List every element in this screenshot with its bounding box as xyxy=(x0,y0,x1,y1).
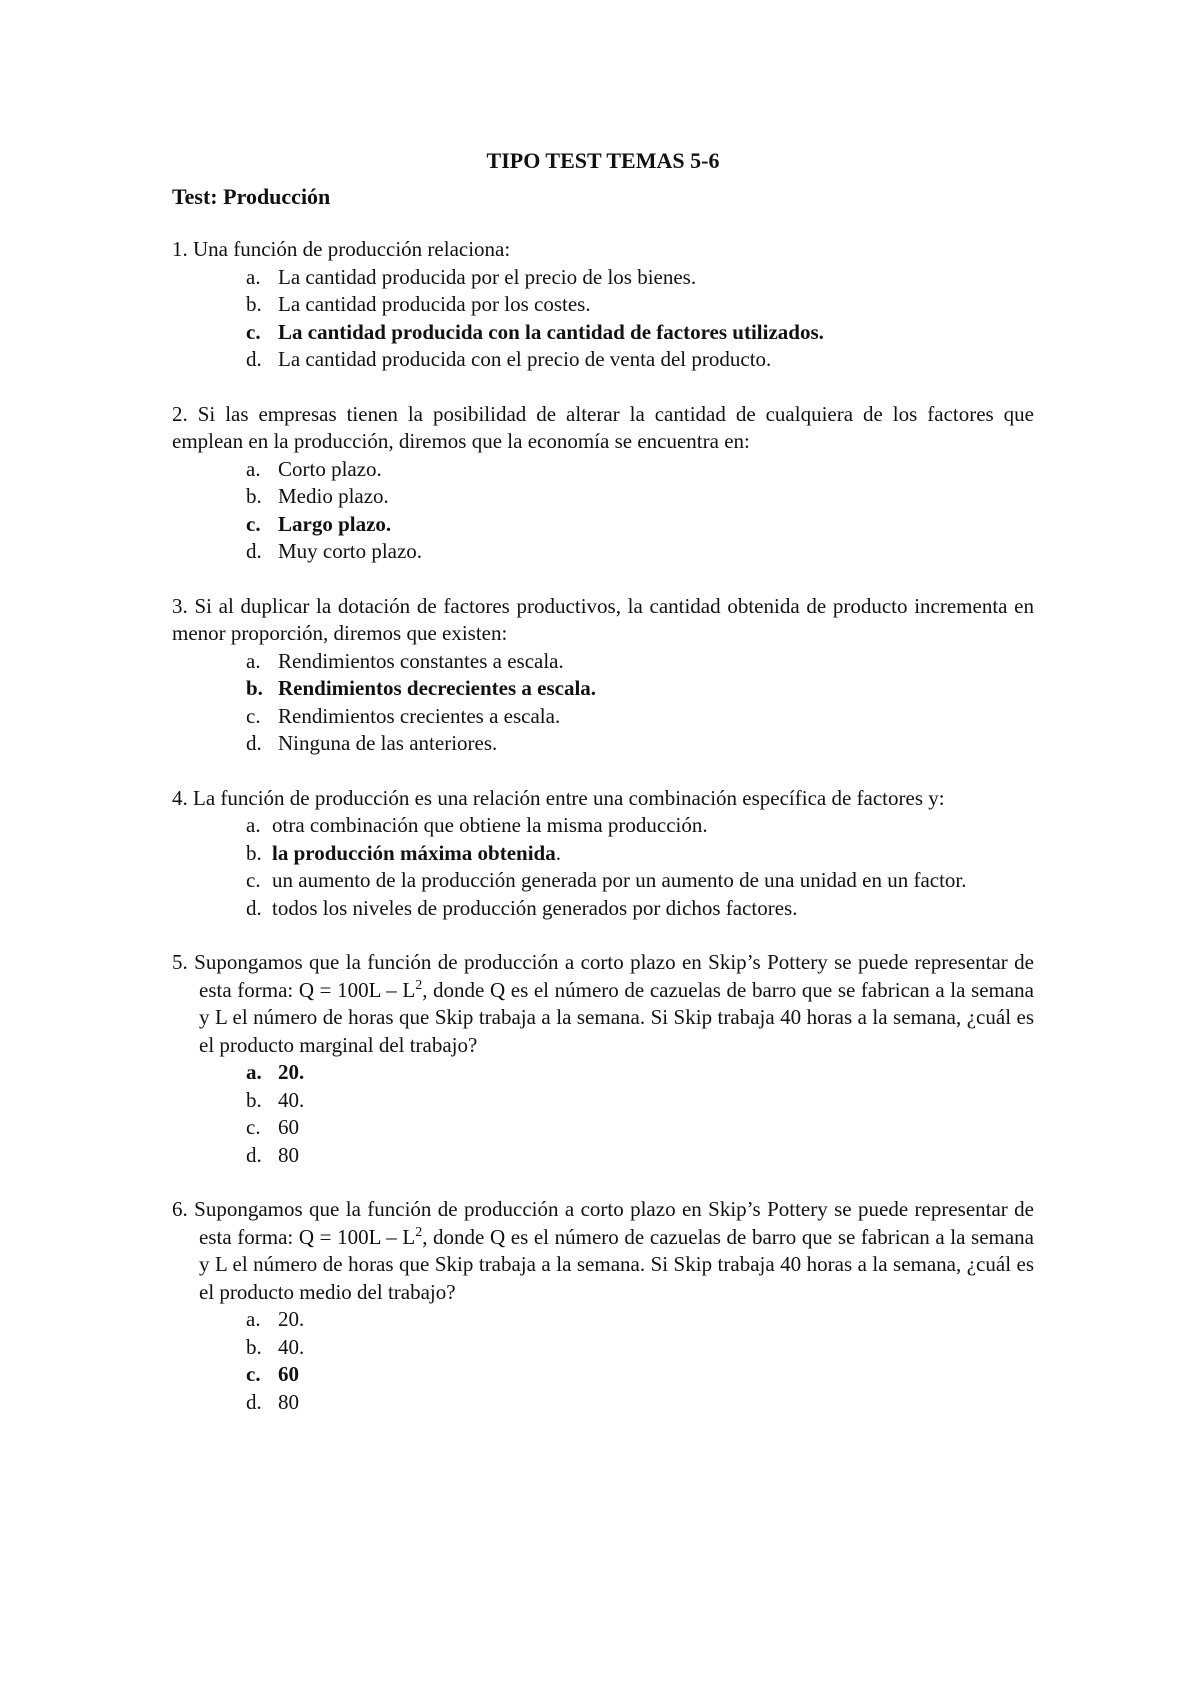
question-6 xyxy=(172,1196,1034,1416)
question-text-before: Supongamos que la función de producción a corto plazo en Skip’s Pottery se puede representar de esta forma: Q = 100L – L xyxy=(194,950,1034,1002)
document-title: TIPO TEST TEMAS 5-6 xyxy=(486,148,720,173)
option-text: Rendimientos crecientes a escala. xyxy=(278,703,561,728)
option-text: La cantidad producida con el precio de venta del producto. xyxy=(278,347,772,371)
option-d xyxy=(172,1389,1034,1417)
option-text: La cantidad producida por el precio de los bienes. xyxy=(278,264,697,289)
question-number: 1. xyxy=(172,237,188,261)
option-text: Largo plazo. xyxy=(278,511,392,536)
question-number: 4. xyxy=(172,785,188,810)
option-d xyxy=(172,895,1034,923)
option-b xyxy=(172,1087,1034,1115)
question-6-stem xyxy=(172,1196,1034,1306)
option-text: 40. xyxy=(278,1087,305,1112)
option-c-correct xyxy=(172,1361,1034,1389)
question-2-options xyxy=(172,456,1034,566)
question-5 xyxy=(172,949,1034,1169)
option-c-correct xyxy=(172,319,1034,347)
question-text: Si al duplicar la dotación de factores productivos, la cantidad obtenida de producto incrementa en menor proporción, diremos que existen: xyxy=(172,593,1034,645)
option-text: Muy corto plazo. xyxy=(278,539,423,563)
question-number: 3. xyxy=(172,593,188,618)
question-3 xyxy=(172,593,1034,758)
question-2 xyxy=(172,401,1034,566)
question-text-after: , donde Q es el número de cazuelas de barro que se fabrican a la semana y L el número de horas que Skip trabaja a la semana. Si Skip trabaja 40 horas a la semana, ¿cuál es el producto medio del trabajo? xyxy=(199,1224,1034,1304)
option-letter: d. xyxy=(246,347,262,371)
option-text: Ninguna de las anteriores. xyxy=(278,731,498,755)
superscript: 2 xyxy=(415,1224,423,1240)
option-letter: a. xyxy=(246,456,261,481)
option-text: Rendimientos constantes a escala. xyxy=(278,648,564,673)
option-a-correct xyxy=(172,1059,1034,1087)
option-letter: a. xyxy=(246,813,261,837)
option-text: 20. xyxy=(278,1060,305,1084)
question-number: 6. xyxy=(172,1197,188,1221)
option-text: 60 xyxy=(278,1115,299,1139)
option-d xyxy=(172,538,1034,566)
question-1-stem xyxy=(172,236,1034,264)
option-a xyxy=(172,812,1034,840)
option-letter: a. xyxy=(246,1060,262,1084)
option-a xyxy=(172,456,1034,484)
question-text: Si las empresas tienen la posibilidad de alterar la cantidad de cualquiera de los factores que emplean en la producción, diremos que la economía se encuentra en: xyxy=(172,401,1035,453)
option-b xyxy=(172,291,1034,319)
option-text: todos los niveles de producción generados por dichos factores. xyxy=(272,895,798,920)
question-3-options xyxy=(172,648,1034,758)
option-letter: b. xyxy=(246,484,262,508)
option-text: 80 xyxy=(278,1389,299,1414)
option-letter: b. xyxy=(246,676,263,700)
question-number: 2. xyxy=(172,401,188,426)
option-text: otra combinación que obtiene la misma producción. xyxy=(272,813,708,837)
question-5-stem xyxy=(172,949,1034,1059)
option-letter: d. xyxy=(246,1142,262,1167)
question-3-stem xyxy=(172,593,1034,648)
option-letter: c. xyxy=(246,1115,261,1139)
option-d xyxy=(172,730,1034,758)
question-5-options xyxy=(172,1059,1034,1169)
option-letter: c. xyxy=(246,511,261,536)
option-text: un aumento de la producción generada por un aumento de una unidad en un factor. xyxy=(272,868,967,892)
question-number: 5. xyxy=(172,950,188,974)
option-text: 80 xyxy=(278,1142,299,1167)
superscript: 2 xyxy=(415,977,423,993)
option-b xyxy=(172,1334,1034,1362)
option-text: 20. xyxy=(278,1307,305,1331)
option-text: Medio plazo. xyxy=(278,484,389,508)
option-text-after: . xyxy=(555,840,561,865)
document-subtitle: Test: Producción xyxy=(172,184,331,209)
option-text: Corto plazo. xyxy=(278,456,382,481)
option-text: 40. xyxy=(278,1334,305,1359)
option-d xyxy=(172,346,1034,374)
option-c xyxy=(172,703,1034,731)
option-letter: d. xyxy=(246,895,262,920)
option-c xyxy=(172,867,1034,895)
question-2-stem xyxy=(172,401,1034,456)
option-letter: b. xyxy=(246,1087,262,1112)
option-text-bold: la producción máxima obtenida xyxy=(272,840,556,865)
option-text: Rendimientos decrecientes a escala. xyxy=(278,676,597,700)
option-text: 60 xyxy=(278,1362,299,1386)
option-letter: d. xyxy=(246,731,262,755)
option-letter: c. xyxy=(246,1362,261,1386)
question-text: Una función de producción relaciona: xyxy=(193,237,511,261)
option-letter: b. xyxy=(246,292,262,316)
option-letter: c. xyxy=(246,319,261,344)
option-c xyxy=(172,1114,1034,1142)
option-letter: c. xyxy=(246,868,261,892)
option-letter: c. xyxy=(246,703,261,728)
option-letter: d. xyxy=(246,539,262,563)
question-4-options xyxy=(172,812,1034,922)
option-b-correct xyxy=(172,675,1034,703)
question-1 xyxy=(172,236,1034,374)
question-6-options xyxy=(172,1306,1034,1416)
option-b xyxy=(172,483,1034,511)
document-page xyxy=(172,146,1034,1416)
option-letter: b. xyxy=(246,1334,262,1359)
option-a xyxy=(172,264,1034,292)
question-text-before: Supongamos que la función de producción a corto plazo en Skip’s Pottery se puede representar de esta forma: Q = 100L – L xyxy=(194,1197,1034,1249)
option-a xyxy=(172,648,1034,676)
question-1-options xyxy=(172,264,1034,374)
option-letter: d. xyxy=(246,1389,262,1414)
option-d xyxy=(172,1142,1034,1170)
option-letter: a. xyxy=(246,264,261,289)
question-text: La función de producción es una relación entre una combinación específica de factores y: xyxy=(193,785,945,810)
question-text-after: , donde Q es el número de cazuelas de barro que se fabrican a la semana y L el número de horas que Skip trabaja a la semana. Si Skip trabaja 40 horas a la semana, ¿cuál es el producto marginal del trabajo? xyxy=(199,977,1034,1057)
option-letter: b. xyxy=(246,840,262,865)
option-letter: a. xyxy=(246,1307,261,1331)
option-text: La cantidad producida con la cantidad de factores utilizados. xyxy=(278,319,824,344)
question-4 xyxy=(172,785,1034,923)
option-c-correct xyxy=(172,511,1034,539)
option-text: La cantidad producida por los costes. xyxy=(278,292,591,316)
option-b-correct xyxy=(172,840,1034,868)
question-4-stem xyxy=(172,785,1034,813)
option-letter: a. xyxy=(246,648,261,673)
option-a xyxy=(172,1306,1034,1334)
